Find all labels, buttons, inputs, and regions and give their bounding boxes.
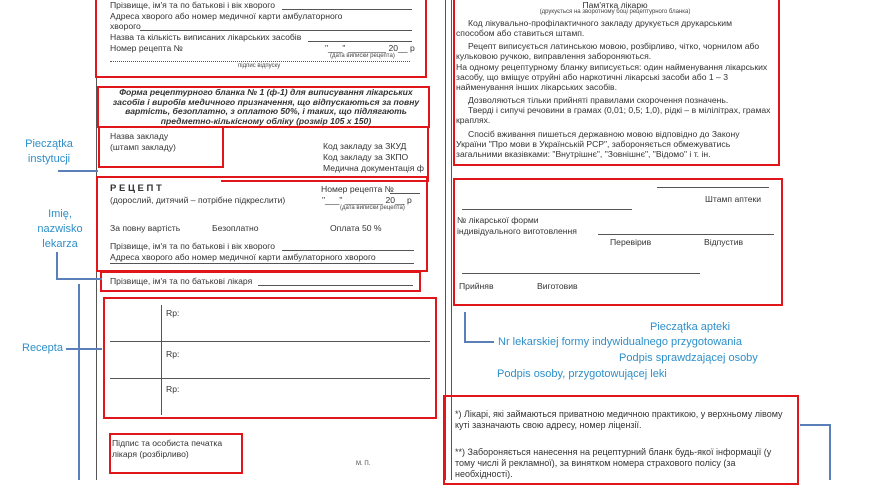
dispensed-label: Відпустив [704,237,744,247]
memo-line-6: засобу, що вміщує отруйні або наркотичні лікарські засоби або 1 – 3 [456,72,728,82]
memo-line-2: способом або ставиться штамп. [456,28,585,38]
institution-code-zkpo: Код закладу за ЗКПО [323,152,409,162]
annotation-arrow-recipe [66,348,102,350]
checked-label: Перевірив [610,237,652,247]
recipe-patient-address: Адреса хворого або номер медичної карти амбулаторного хворого [110,252,376,262]
recipe-number: Номер рецепта № [321,184,394,194]
patient-address-line-2: хворого [110,21,141,31]
institution-code-zkud: Код закладу за ЗКУД [323,141,407,151]
annotation-arrow-institution [58,170,98,172]
doctor-name-line: Прізвище, ім'я та по батькові лікаря [110,276,253,286]
memo-line-1: Код лікувально-профілактичного закладу друкується друкарським [468,18,732,28]
medication-line: Назва та кількість виписаних лікарських засобів [110,32,302,42]
rp-label-2: Rp: [166,349,180,359]
memo-title: Пам'ятка лікарю [582,0,648,10]
recipe-date-caption: (дата виписки рецепта) [340,205,405,211]
top-date-caption: (дата виписки рецепта) [330,53,395,59]
recipe-patient-name: Прізвище, ім'я та по батькові і вік хворого [110,241,276,251]
institution-stamp-label: (штамп закладу) [110,142,176,152]
recipe-date: "___" ________ 20__ р [322,195,412,205]
payment-half: Оплата 50 % [330,223,382,233]
annotation-arrow-signature [78,284,80,480]
patient-address-line: Адреса хворого або номер медичної карти амбулаторного [110,11,343,21]
patient-name-line: Прізвище, ім'я та по батькові і вік хворого [110,0,276,10]
medical-documentation: Медична документація ф [323,163,424,173]
memo-line-3: Рецепт виписується латинською мовою, розбірливо, чітко, чорнилом або [468,41,760,51]
annotation-arrow-footnotes-v [829,424,831,480]
memo-subtitle: (друкується на зворотному боці рецептурного бланка) [539,9,691,15]
annotation-arrow-form [464,341,494,343]
memo-line-4: кульковою ручкою, виправлення забороняються. [456,51,652,61]
sign-caption: підпис відпуску [238,63,281,69]
annotation-institution-stamp: Pieczątka instytucji [25,138,73,165]
recipe-heading: Р Е Ц Е П Т [110,183,162,194]
made-label: Виготовив [537,281,578,291]
annotation-arrow-doctor-v [56,252,58,278]
memo-line-9: Тверді і сипучі речовини в грамах (0,01; 0,5; 1,0), рідкі – в мілілітрах, грамах [468,105,771,115]
payment-free: Безоплатно [212,223,259,233]
annotation-form-number: Nr lekarskiej formy indywidualnego przygotowania [498,336,742,348]
recipe-number-line: Номер рецепта № [110,43,183,53]
annotation-maker-signature: Podpis osoby, przygotowującej leki [497,368,667,380]
signature-label-2: лікаря (розбірливо) [112,449,189,459]
annotation-recipe: Recepta [22,342,63,354]
prescription-highlight [103,297,437,419]
annotation-doctor-name: Imię, nazwisko lekarza [37,208,83,250]
payment-full: За повну вартість [110,223,181,233]
form-title: Форма рецептурного бланка № 1 (ф-1) для виписування лікарських засобів і виробів медичного призначення, що відпускаються за повну вартість, безоплатно, з оплатою 50%, і таких, що підлягають предметно-кількісному обліку (розмір 105 х 150) [112,88,420,126]
footnote-1: *) Лікарі, які займаються приватною медичною практикою, у верхньому лівому куті зазначають свою адресу, номер ліцензії. [455,409,783,430]
top-date: "___" ________ 20__ р [325,43,415,53]
annotation-arrow-form-v [464,312,466,342]
memo-line-13: загальними вказівками: "Внутрішнє", "Зовнішнє", "Відомо" і т. ін. [456,149,711,159]
memo-line-11: Спосіб вживання пишеться державною мовою відповідно до Закону [468,129,740,139]
form-number-label-2: індивідуального виготовлення [457,226,577,236]
footnote-2: **) Забороняється нанесення на рецептурний бланк будь-якої інформації (у тому числі й рекламної), за винятком номера страхового полісу (за необхідності). [455,447,772,479]
pharmacy-stamp-label: Штамп аптеки [705,194,762,204]
memo-line-8: Дозволяються тільки прийняті правилами скорочення позначень. [468,95,729,105]
rp-label-1: Rp: [166,308,180,318]
recipe-age-type: (дорослий, дитячий – потрібне підкреслити) [110,195,286,205]
stamp-mark: М. П. [356,461,371,467]
signature-label-1: Підпис та особиста печатка [112,438,223,448]
form-number-label: № лікарської форми [457,215,539,225]
institution-name-label: Назва закладу [110,131,169,141]
annotation-pharmacy-stamp: Pieczątka apteki [650,321,731,333]
memo-line-5: На одному рецептурному бланку виписується: один найменування лікарських [456,62,768,72]
memo-line-7: найменування інших лікарських засобів. [456,82,617,92]
memo-line-10: краплях. [456,115,491,125]
memo-line-12: України "Про мови в Українській РСР", забороняється обмежуватись [456,139,731,149]
annotation-arrow-doctor [56,278,102,280]
rp-label-3: Rp: [166,384,180,394]
annotation-checker-signature: Podpis sprawdzającej osoby [619,352,758,364]
accepted-label: Прийняв [459,281,494,291]
annotation-arrow-footnotes [800,424,830,426]
